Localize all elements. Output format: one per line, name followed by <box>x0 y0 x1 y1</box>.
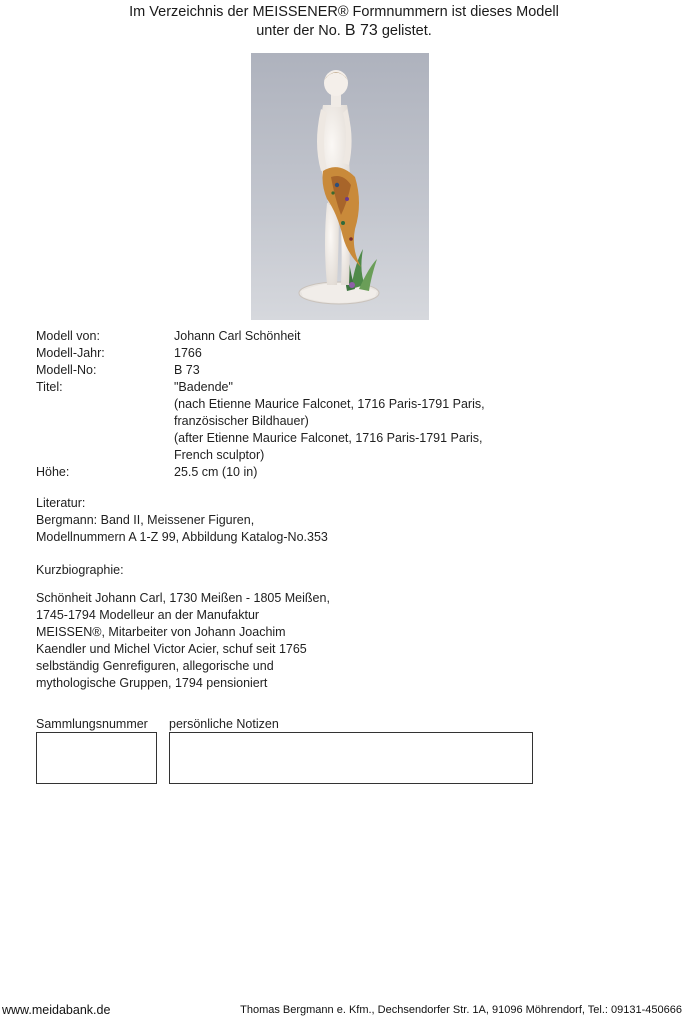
fact-row <box>36 328 556 345</box>
fact-value-line: (after Etienne Maurice Falconet, 1716 Paris-1791 Paris, <box>174 431 483 445</box>
biography-line: selbständig Genrefiguren, allegorische und <box>36 659 274 673</box>
fact-value-line: French sculptor) <box>174 448 265 462</box>
fact-value-line: französischer Bildhauer) <box>174 414 309 428</box>
biography-text <box>36 590 336 692</box>
biography-line: MEISSEN®, Mitarbeiter von Johann Joachim <box>36 625 286 639</box>
biography-line: mythologische Gruppen, 1794 pensioniert <box>36 676 268 690</box>
biography-line: Schönheit Johann Carl, 1730 Meißen - 1805 Meißen, <box>36 591 330 605</box>
fact-value <box>174 362 556 379</box>
fact-value <box>174 464 556 481</box>
collection-number-label: Sammlungsnummer <box>36 717 148 731</box>
fact-row <box>36 362 556 379</box>
website-link[interactable]: www.meidabank.de <box>2 1003 111 1017</box>
fact-key: Höhe: <box>36 465 70 479</box>
model-facts <box>36 328 556 481</box>
header-line-2-prefix: unter der No. <box>256 23 341 39</box>
fact-key: Titel: <box>36 380 63 394</box>
collection-number-field[interactable] <box>36 732 157 784</box>
personal-notes-field[interactable] <box>169 732 533 784</box>
fact-key: Modell-Jahr: <box>36 346 105 360</box>
header-line-1: Im Verzeichnis der MEISSENER® Formnummern ist dieses Modell <box>129 4 559 20</box>
fact-value-line: Johann Carl Schönheit <box>174 329 301 343</box>
literature-line-2: Modellnummern A 1-Z 99, Abbildung Katalog-No.353 <box>36 530 328 544</box>
fact-row <box>36 345 556 362</box>
fact-value-line: (nach Etienne Maurice Falconet, 1716 Paris-1791 Paris, <box>174 397 485 411</box>
fact-value <box>174 328 556 345</box>
fact-value-line: 1766 <box>174 346 202 360</box>
biography-line: Kaendler und Michel Victor Acier, schuf seit 1765 <box>36 642 307 656</box>
footer-address: Thomas Bergmann e. Kfm., Dechsendorfer Str. 1A, 91096 Möhrendorf, Tel.: 09131-450666 <box>240 1004 682 1016</box>
header-model-number: B 73 <box>344 22 378 39</box>
literature-line-1: Bergmann: Band II, Meissener Figuren, <box>36 513 255 527</box>
fact-value-line: 25.5 cm (10 in) <box>174 465 258 479</box>
literature-title: Literatur: <box>36 496 86 510</box>
header-line-2-suffix: gelistet. <box>381 23 432 39</box>
figure-photo <box>251 53 429 320</box>
biography-title: Kurzbiographie: <box>36 563 124 577</box>
fact-key: Modell-No: <box>36 363 97 377</box>
personal-notes-label: persönliche Notizen <box>169 717 279 731</box>
fact-value-line: "Badende" <box>174 380 233 394</box>
fact-value <box>174 345 556 362</box>
literature-section <box>36 495 436 546</box>
fact-row <box>36 464 556 481</box>
fact-value <box>174 379 556 464</box>
fact-key: Modell von: <box>36 329 100 343</box>
page-footer <box>0 1003 688 1020</box>
fact-row <box>36 379 556 464</box>
header-line-2 <box>0 21 688 41</box>
biography-line: 1745-1794 Modelleur an der Manufaktur <box>36 608 260 622</box>
fact-value-line: B 73 <box>174 363 200 377</box>
